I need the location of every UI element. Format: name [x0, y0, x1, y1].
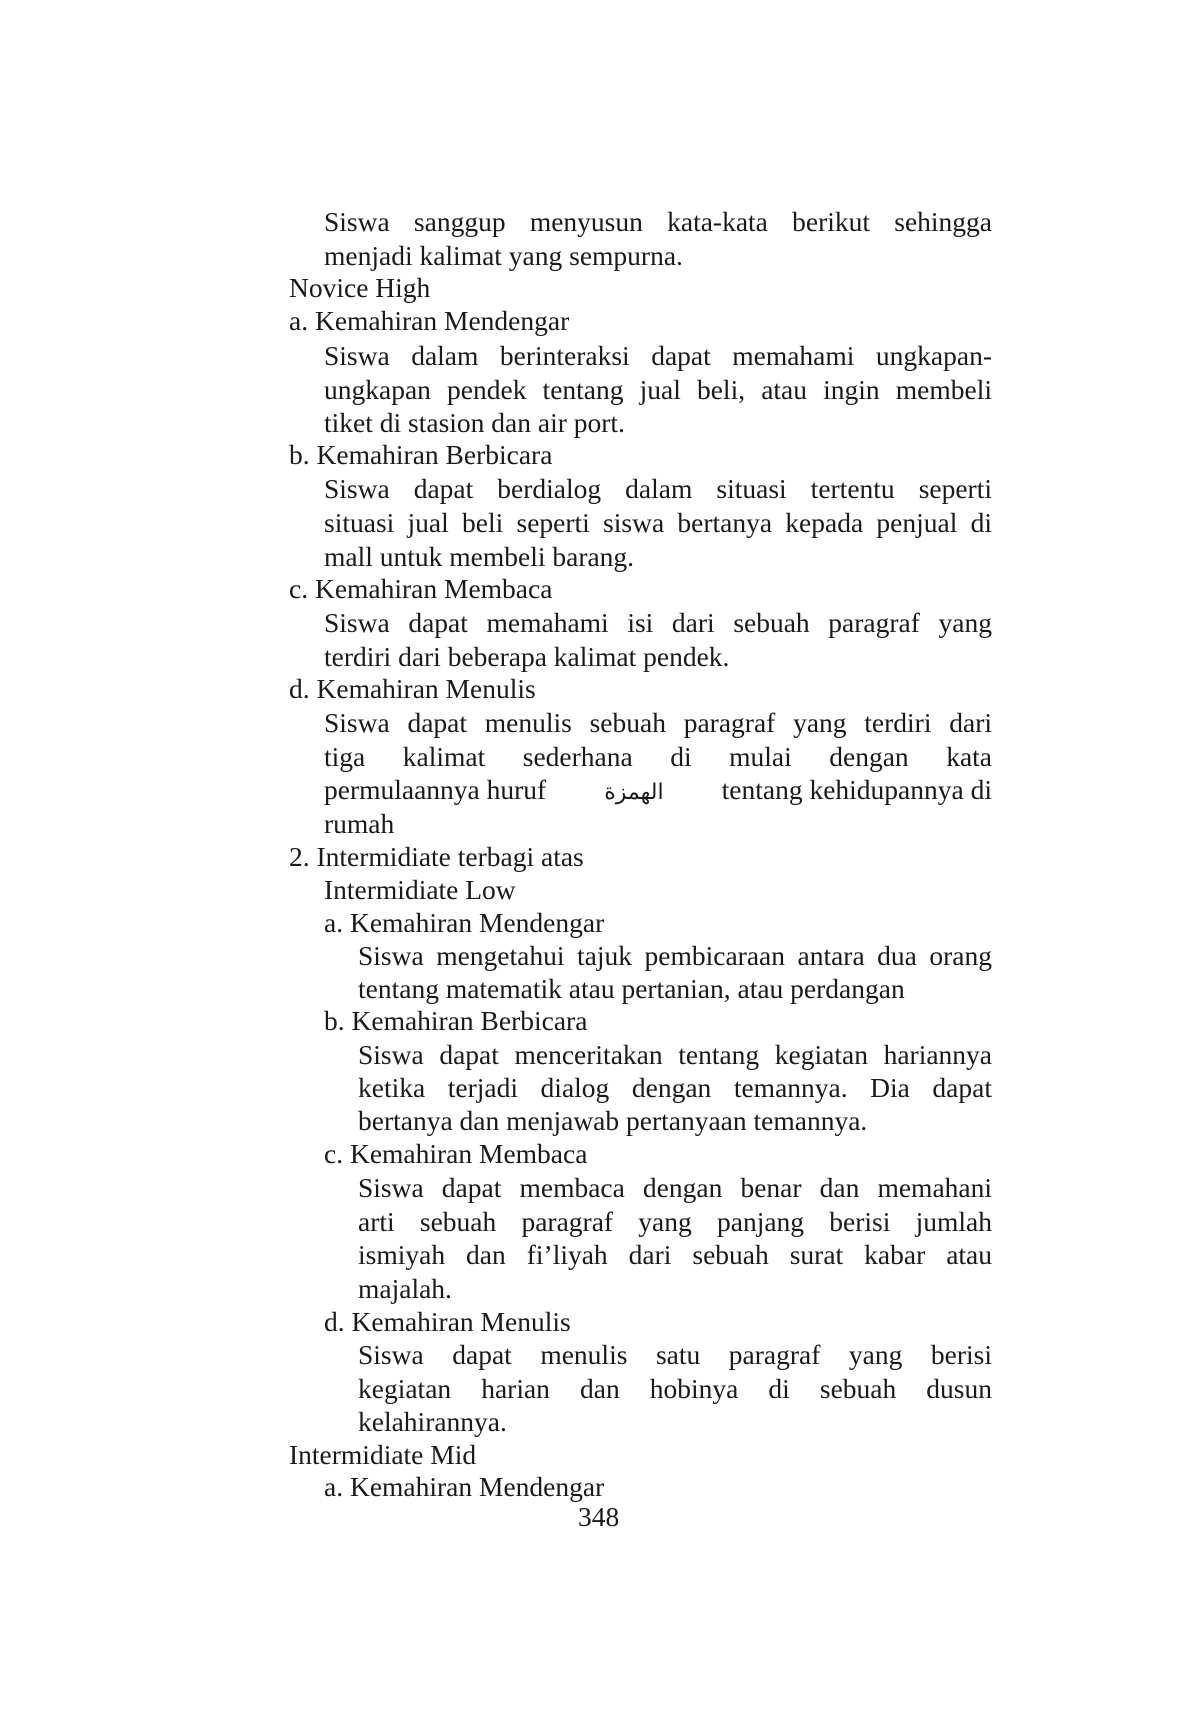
body-text-line: kelahirannya. — [358, 1406, 507, 1437]
list-item-heading: b. Kemahiran Berbicara — [324, 1005, 588, 1036]
body-text-line: bertanya dan menjawab pertanyaan temannya. — [358, 1105, 868, 1136]
list-item-heading: a. Kemahiran Mendengar — [324, 907, 605, 938]
list-item-heading: a. Kemahiran Mendengar — [289, 305, 570, 336]
section-heading: Novice High — [289, 272, 431, 303]
body-text-line: mall untuk membeli barang. — [324, 541, 635, 572]
section-heading: 2. Intermidiate terbagi atas — [289, 841, 584, 872]
body-text-line: arti sebuah paragraf yang panjang berisi jumlah — [358, 1206, 992, 1237]
list-item-heading: a. Kemahiran Mendengar — [324, 1471, 605, 1502]
list-item-heading: c. Kemahiran Membaca — [289, 573, 553, 604]
body-text-line: ismiyah dan fi’liyah dari sebuah surat kabar atau — [358, 1239, 992, 1270]
body-text-line: Siswa dapat memahami isi dari sebuah paragraf yang — [324, 607, 992, 638]
body-text-line: ungkapan pendek tentang jual beli, atau ingin membeli — [324, 374, 992, 405]
page-number: 348 — [578, 1501, 620, 1532]
body-text-line: Siswa dapat menceritakan tentang kegiatan hariannya — [358, 1039, 992, 1070]
body-text-line: Siswa dapat menulis satu paragraf yang berisi — [358, 1339, 992, 1370]
list-item-heading: d. Kemahiran Menulis — [324, 1306, 571, 1337]
body-text-line: Siswa dalam berinteraksi dapat memahami ungkapan- — [324, 340, 992, 371]
body-text-line: tiga kalimat sederhana di mulai dengan kata — [324, 741, 992, 772]
body-text-line: Siswa mengetahui tajuk pembicaraan antara dua orang — [358, 940, 992, 971]
body-text-line: situasi jual beli seperti siswa bertanya kepada penjual di — [324, 507, 992, 538]
body-text-line: tiket di stasion dan air port. — [324, 407, 625, 438]
list-item-heading: d. Kemahiran Menulis — [289, 673, 536, 704]
arabic-term: الهمزة — [604, 780, 664, 805]
body-text-line: ketika terjadi dialog dengan temannya. Dia dapat — [358, 1072, 992, 1103]
body-text-line: terdiri dari beberapa kalimat pendek. — [324, 641, 730, 672]
list-item-heading: c. Kemahiran Membaca — [324, 1138, 588, 1169]
body-text-line: menjadi kalimat yang sempurna. — [324, 240, 683, 271]
body-text-line: Siswa dapat berdialog dalam situasi tertentu seperti — [324, 473, 992, 504]
list-item-heading: b. Kemahiran Berbicara — [289, 439, 553, 470]
subsection-heading: Intermidiate Low — [324, 874, 516, 905]
body-text-segment: permulaannya huruf — [324, 774, 547, 805]
body-text-line: majalah. — [358, 1273, 452, 1304]
body-text-segment: tentang kehidupannya di — [721, 774, 992, 805]
body-text-line: Siswa dapat membaca dengan benar dan memahani — [358, 1172, 992, 1203]
body-text-line-with-arabic — [324, 773, 992, 810]
body-text-line: tentang matematik atau pertanian, atau perdangan — [358, 973, 905, 1004]
body-text-line: kegiatan harian dan hobinya di sebuah dusun — [358, 1373, 992, 1404]
body-text-line: rumah — [324, 808, 395, 839]
body-text-line: Siswa sanggup menyusun kata-kata berikut sehingga — [324, 206, 992, 237]
body-text-line: Siswa dapat menulis sebuah paragraf yang terdiri dari — [324, 707, 992, 738]
subsection-heading: Intermidiate Mid — [289, 1439, 477, 1470]
